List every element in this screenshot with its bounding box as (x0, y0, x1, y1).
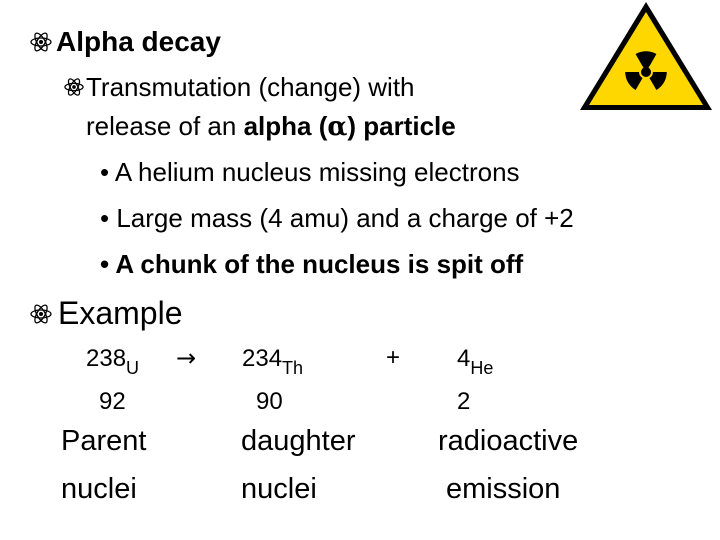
bullet-dot: • (100, 157, 110, 187)
helium-mass-number (457, 345, 494, 378)
th-mass: 234 (242, 345, 283, 372)
he-mass: 4 (457, 345, 471, 372)
radiation-hazard-icon (578, 0, 714, 112)
bullet-1 (100, 157, 520, 188)
reaction-arrow: → (176, 344, 197, 372)
helium-atomic-number: 2 (457, 388, 471, 415)
alpha-particle-line (86, 111, 456, 142)
alpha-line-text: release of an (86, 111, 244, 141)
example-heading: Example (58, 295, 183, 331)
atom-icon (30, 31, 52, 53)
atom-icon (30, 303, 52, 325)
alpha-line-bold: alpha ( (243, 111, 328, 141)
bullet-text: Large mass (4 amu) and a charge of +2 (116, 203, 574, 233)
atom-icon (64, 77, 84, 97)
alpha-symbol: α (327, 112, 348, 142)
thorium-atomic-number: 90 (256, 388, 283, 415)
bullet-text: A chunk of the nucleus is spit off (115, 249, 524, 279)
u-mass: 238 (86, 345, 127, 372)
daughter-label-2: nuclei (241, 473, 317, 505)
bullet-2 (100, 203, 574, 234)
he-symbol: He (470, 358, 494, 378)
th-symbol: Th (282, 358, 304, 378)
bullet-text: A helium nucleus missing electrons (114, 157, 520, 187)
plus-sign: + (386, 344, 401, 371)
slide-title: Alpha decay (56, 26, 221, 57)
emission-label-2: emission (446, 473, 561, 505)
emission-label-1: radioactive (438, 425, 579, 457)
bullet-3 (100, 249, 523, 280)
uranium-mass-number (86, 345, 140, 378)
parent-label-2: nuclei (61, 473, 137, 505)
thorium-mass-number (242, 345, 304, 378)
uranium-atomic-number: 92 (99, 388, 126, 415)
transmutation-line: Transmutation (change) with (86, 72, 415, 102)
alpha-line-end: ) particle (347, 111, 456, 141)
daughter-label-1: daughter (241, 425, 356, 457)
u-symbol: U (126, 358, 140, 378)
parent-label-1: Parent (61, 425, 147, 457)
bullet-dot: • (100, 203, 110, 233)
bullet-dot: • (100, 249, 110, 279)
